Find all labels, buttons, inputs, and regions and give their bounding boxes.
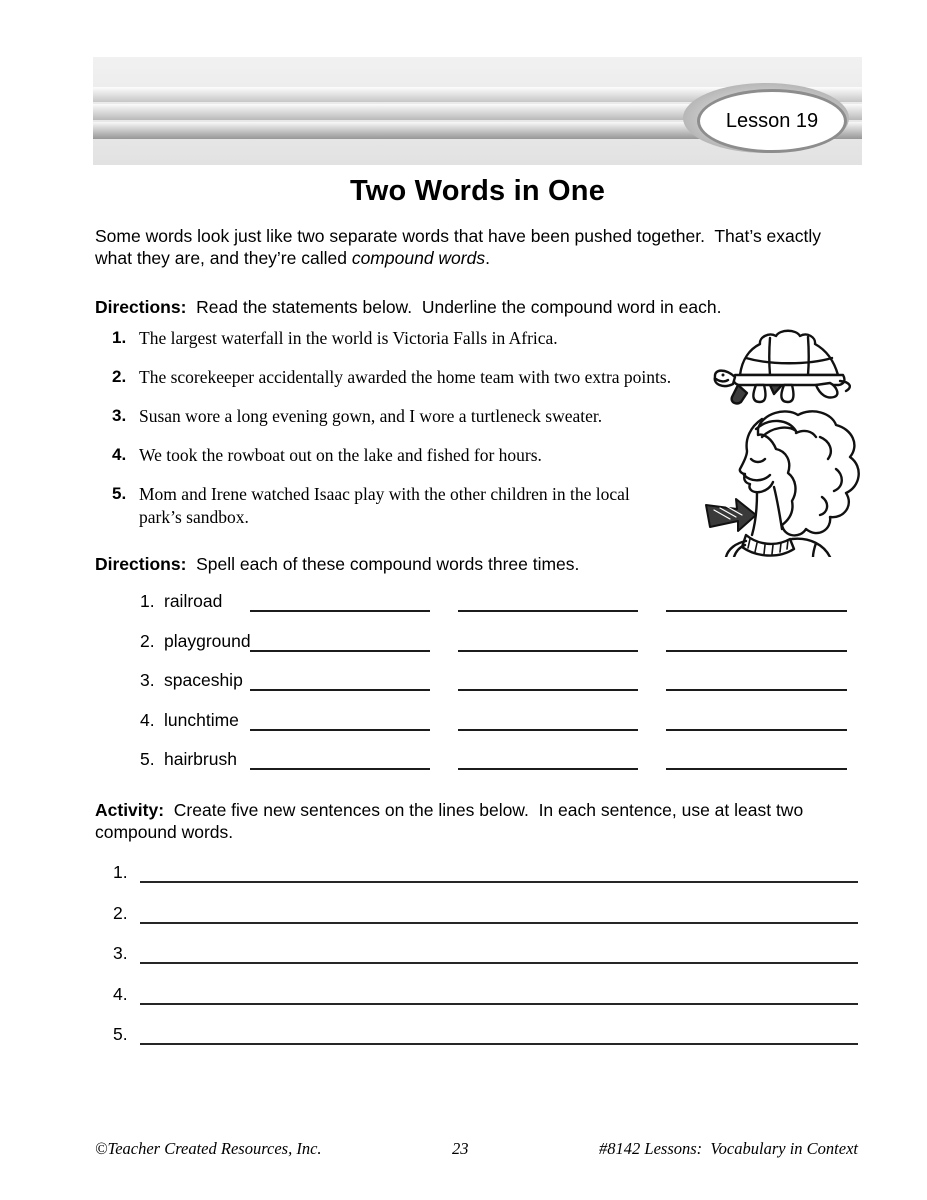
lesson-badge [697, 89, 847, 153]
directions-spelling [95, 554, 855, 575]
header-band [93, 57, 862, 165]
spelling-word: lunchtime [164, 709, 239, 730]
spelling-row [140, 705, 852, 731]
activity-row [113, 857, 858, 883]
spelling-blank-line [250, 682, 430, 691]
activity-row [113, 1019, 858, 1045]
statement-text: The scorekeeper accidentally awarded the home team with two extra points. [139, 367, 672, 387]
activity-blank-line [140, 1036, 858, 1045]
activity-text: Create five new sentences on the lines below. In each sentence, use at least two compound words. [95, 800, 809, 842]
statement-item [112, 405, 737, 428]
directions-label: Directions: [95, 297, 187, 317]
activity-row [113, 979, 858, 1005]
statement-list [112, 327, 737, 545]
activity-blank-line [140, 955, 858, 964]
statement-number: 3. [112, 406, 127, 425]
spelling-row [140, 744, 852, 770]
spelling-word: playground [164, 630, 251, 651]
spelling-blank-line [666, 682, 847, 691]
statement-item [112, 327, 737, 350]
spelling-blank-line [250, 722, 430, 731]
page-footer [95, 1139, 858, 1159]
page-title: Two Words in One [349, 175, 606, 207]
spelling-word: spaceship [164, 670, 243, 690]
intro-text: Some words look just like two separate words that have been pushed together. That’s exactly what they are, and they’re called [95, 226, 826, 268]
activity-number: 3. [113, 943, 128, 963]
footer-book-title: #8142 Lessons: Vocabulary in Context [599, 1139, 858, 1158]
spelling-blank-line [666, 722, 847, 731]
intro-period: . [485, 247, 490, 268]
activity-blank-line [140, 874, 858, 883]
activity-row [113, 938, 858, 964]
activity-number: 5. [113, 1024, 128, 1044]
spelling-number: 2. [140, 630, 155, 651]
spelling-list [140, 586, 852, 784]
spelling-blank-line [666, 603, 847, 612]
intro-paragraph [95, 226, 843, 269]
statement-text: The largest waterfall in the world is Victoria Falls in Africa. [139, 328, 558, 348]
statement-number: 4. [112, 445, 127, 464]
directions-underline [95, 297, 855, 318]
spelling-row [140, 665, 852, 691]
woman-turtleneck-illustration-icon [700, 407, 872, 557]
spelling-word: railroad [164, 591, 223, 611]
spelling-word: hairbrush [164, 749, 237, 769]
spelling-number: 4. [140, 709, 155, 730]
spelling-blank-line [458, 722, 638, 731]
activity-lines [113, 857, 858, 1060]
footer-copyright: ©Teacher Created Resources, Inc. [95, 1139, 322, 1158]
directions-label: Directions: [95, 554, 187, 574]
statement-item [112, 444, 737, 467]
activity-heading [95, 800, 857, 843]
spelling-number: 1. [140, 591, 155, 611]
intro-italic-term: compound words [351, 247, 486, 268]
statement-number: 1. [112, 328, 127, 347]
statement-number: 5. [112, 484, 127, 503]
spelling-blank-line [666, 643, 847, 652]
spelling-blank-line [458, 682, 638, 691]
statement-item [112, 366, 737, 389]
activity-blank-line [140, 915, 858, 924]
spelling-row [140, 586, 852, 612]
activity-number: 1. [113, 862, 128, 882]
activity-row [113, 898, 858, 924]
activity-number: 4. [113, 983, 128, 1004]
spelling-blank-line [250, 761, 430, 770]
statement-item [112, 483, 737, 528]
spelling-row [140, 626, 852, 652]
activity-label: Activity: [95, 800, 165, 820]
turtle-illustration-icon [712, 325, 872, 409]
spelling-blank-line [458, 761, 638, 770]
spelling-blank-line [666, 761, 847, 770]
spelling-blank-line [458, 643, 638, 652]
footer-page-number: 23 [452, 1139, 469, 1158]
spelling-blank-line [250, 603, 430, 612]
directions-text: Spell each of these compound words three times. [186, 554, 580, 574]
spelling-number: 5. [140, 749, 155, 769]
lesson-badge-label: Lesson 19 [725, 109, 819, 132]
spelling-blank-line [458, 603, 638, 612]
statement-text: Susan wore a long evening gown, and I wore a turtleneck sweater. [139, 406, 603, 426]
spelling-blank-line [250, 643, 430, 652]
statement-number: 2. [112, 367, 127, 386]
directions-text: Read the statements below. Underline the compound word in each. [186, 297, 722, 317]
statement-text: We took the rowboat out on the lake and fished for hours. [139, 445, 542, 465]
statement-text: Mom and Irene watched Isaac play with the other children in the local park’s sandbox. [139, 484, 630, 527]
spelling-number: 3. [140, 670, 155, 690]
activity-blank-line [140, 996, 858, 1005]
activity-number: 2. [113, 902, 128, 923]
